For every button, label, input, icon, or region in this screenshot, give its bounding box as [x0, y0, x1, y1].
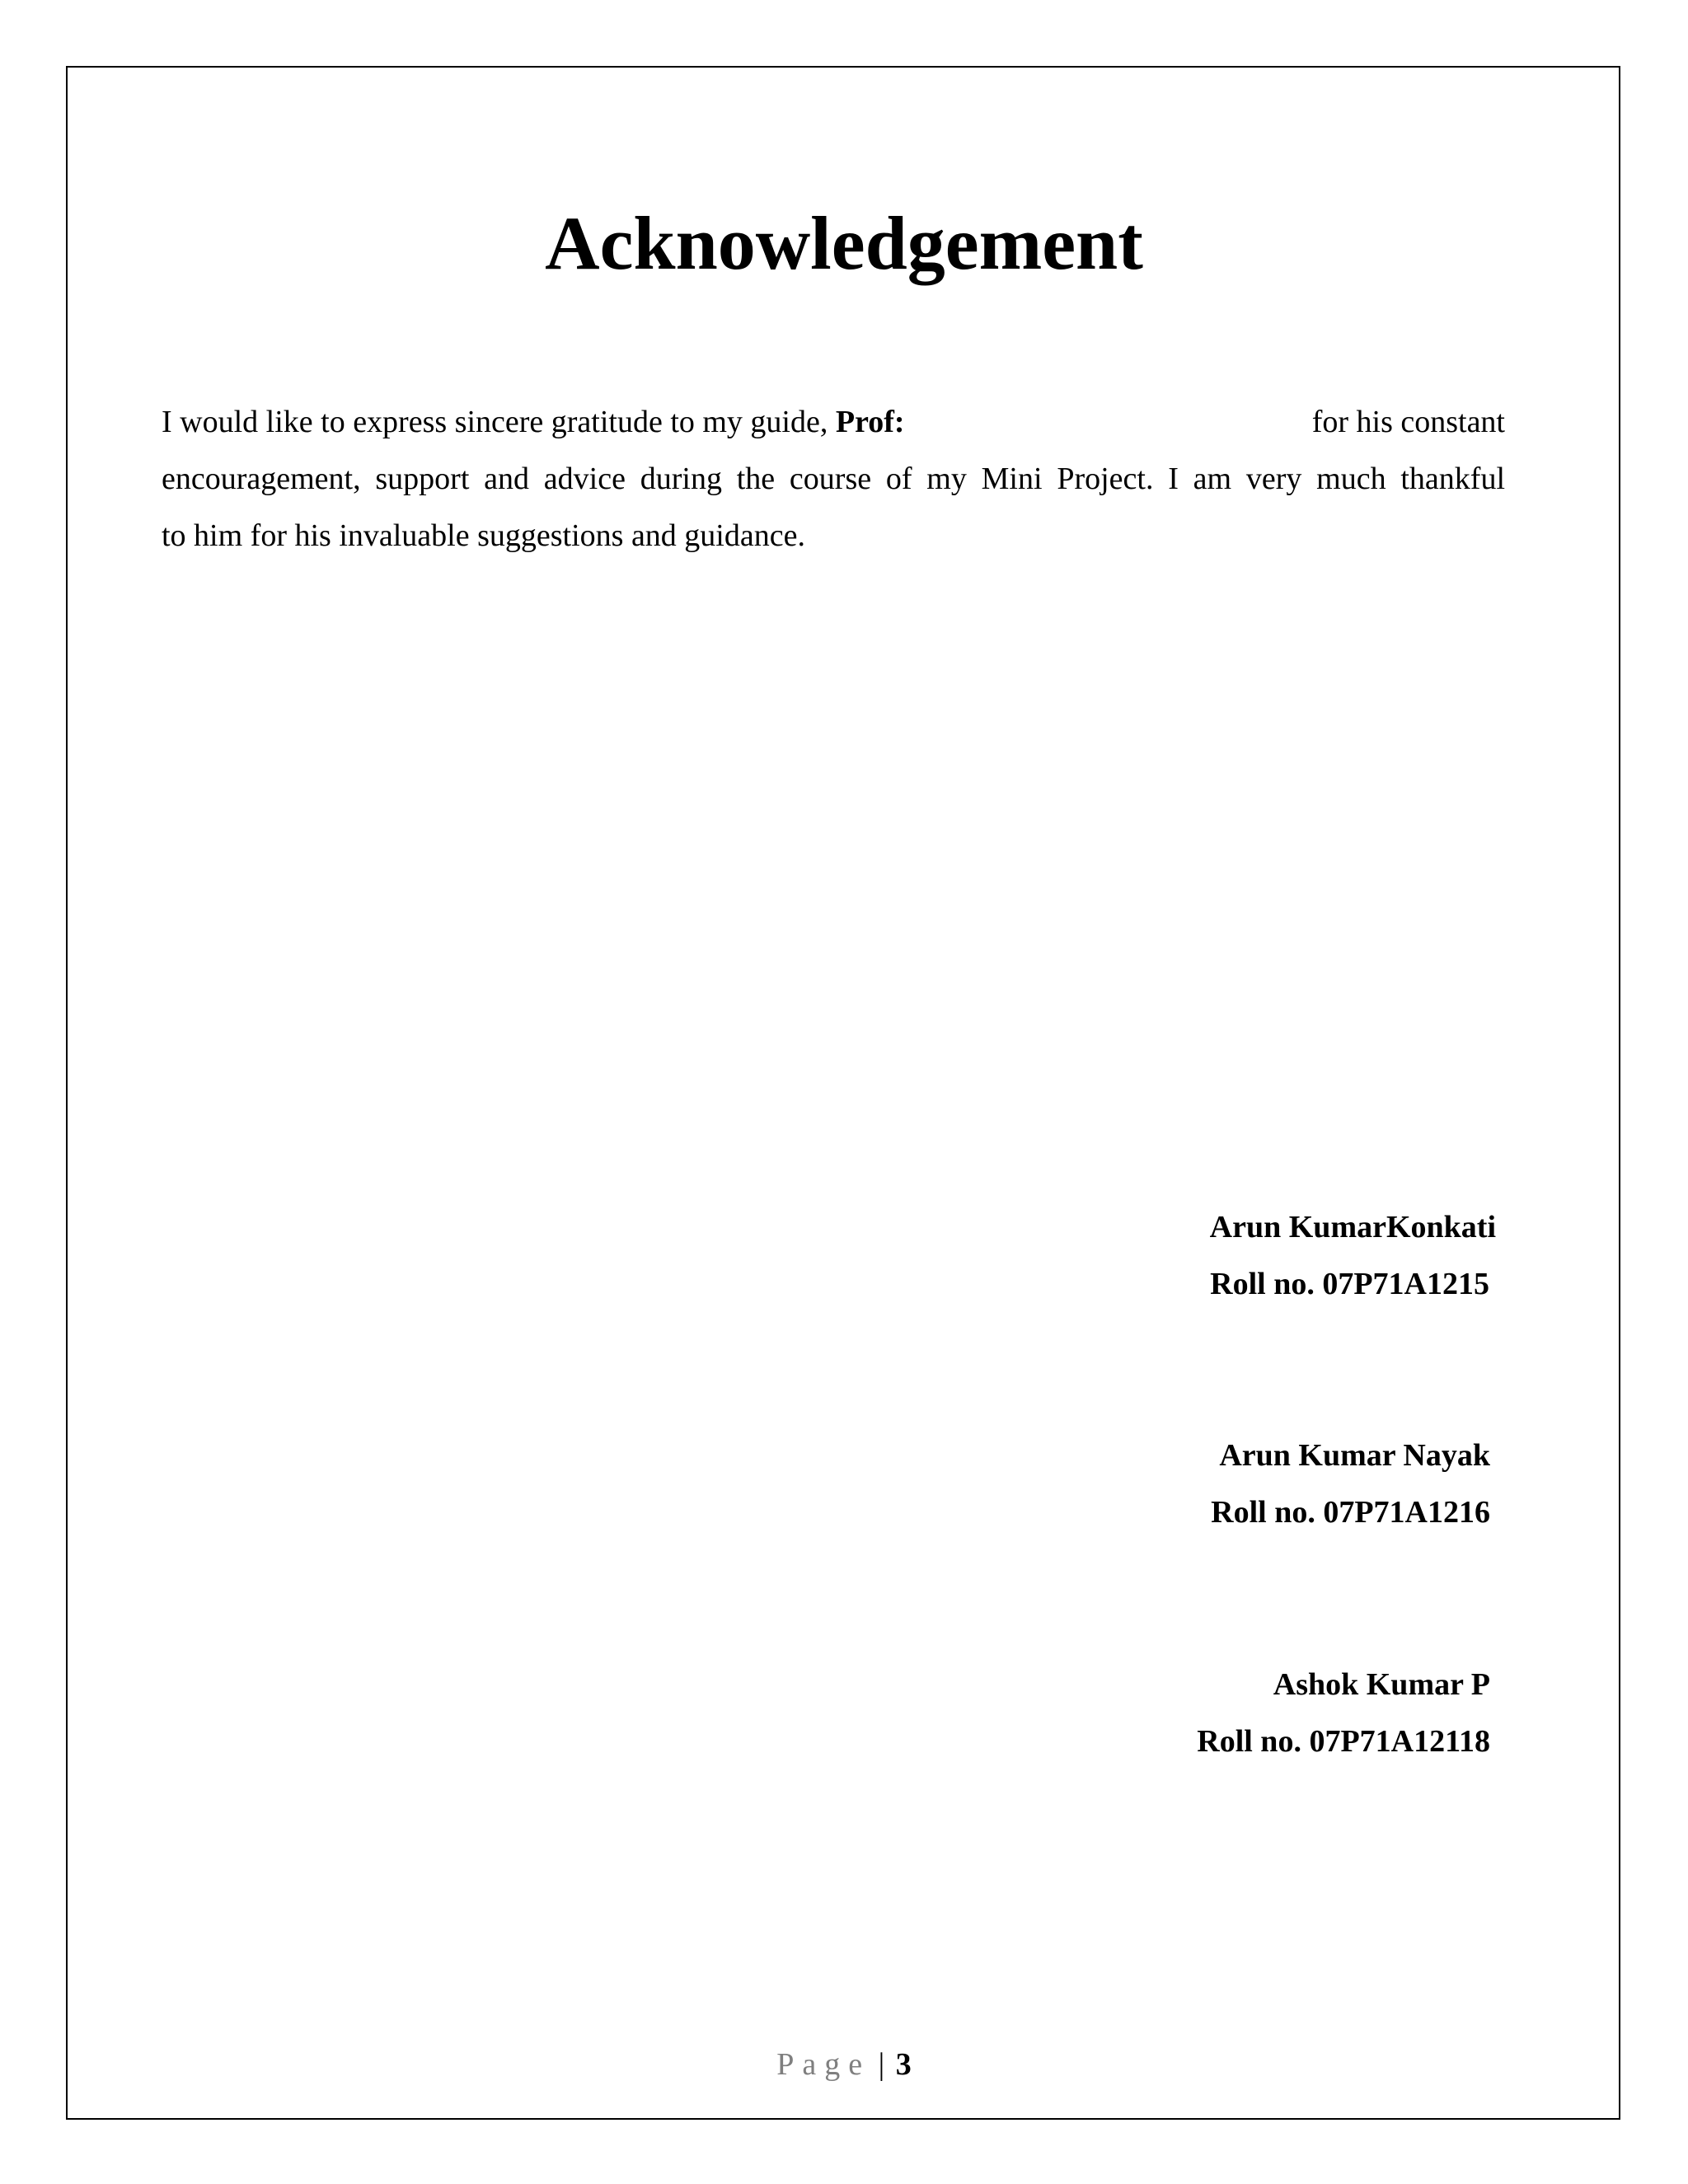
- signatory-roll-number: Roll no. 07P71A1216: [1211, 1495, 1490, 1530]
- footer-separator: |: [878, 2047, 885, 2082]
- line1-start-text: I would like to express sincere gratitude to my guide,: [162, 405, 828, 439]
- prof-label: Prof:: [835, 405, 905, 439]
- signatory-block: [1211, 1427, 1490, 1541]
- signatory-name: Arun KumarKonkati: [1209, 1210, 1496, 1244]
- signatory-block: [1197, 1657, 1490, 1770]
- paragraph-line-3: to him for his invaluable suggestions and guidance.: [162, 518, 805, 553]
- page-border: [66, 66, 1620, 2120]
- paragraph-line-1-start: [162, 394, 905, 451]
- page-footer: [0, 2044, 1688, 2085]
- signatory-roll-number: Roll no. 07P71A1215: [1210, 1267, 1489, 1301]
- signatory-roll-number: Roll no. 07P71A12118: [1197, 1724, 1490, 1759]
- signatory-name: Ashok Kumar P: [1273, 1667, 1490, 1702]
- signatory-name: Arun Kumar Nayak: [1219, 1438, 1490, 1473]
- signatory-block: [1210, 1199, 1496, 1313]
- paragraph-line-1: [162, 394, 1505, 451]
- line1-end-text: for his constant: [1311, 405, 1505, 439]
- paragraph-line-2: encouragement, support and advice during the course of my Mini Project. I am very much thankful: [162, 462, 1505, 496]
- footer-page-number: 3: [895, 2047, 912, 2082]
- acknowledgement-paragraph: [162, 394, 1505, 565]
- page-title: Acknowledgement: [545, 201, 1143, 285]
- footer-page-label: Page: [776, 2047, 871, 2082]
